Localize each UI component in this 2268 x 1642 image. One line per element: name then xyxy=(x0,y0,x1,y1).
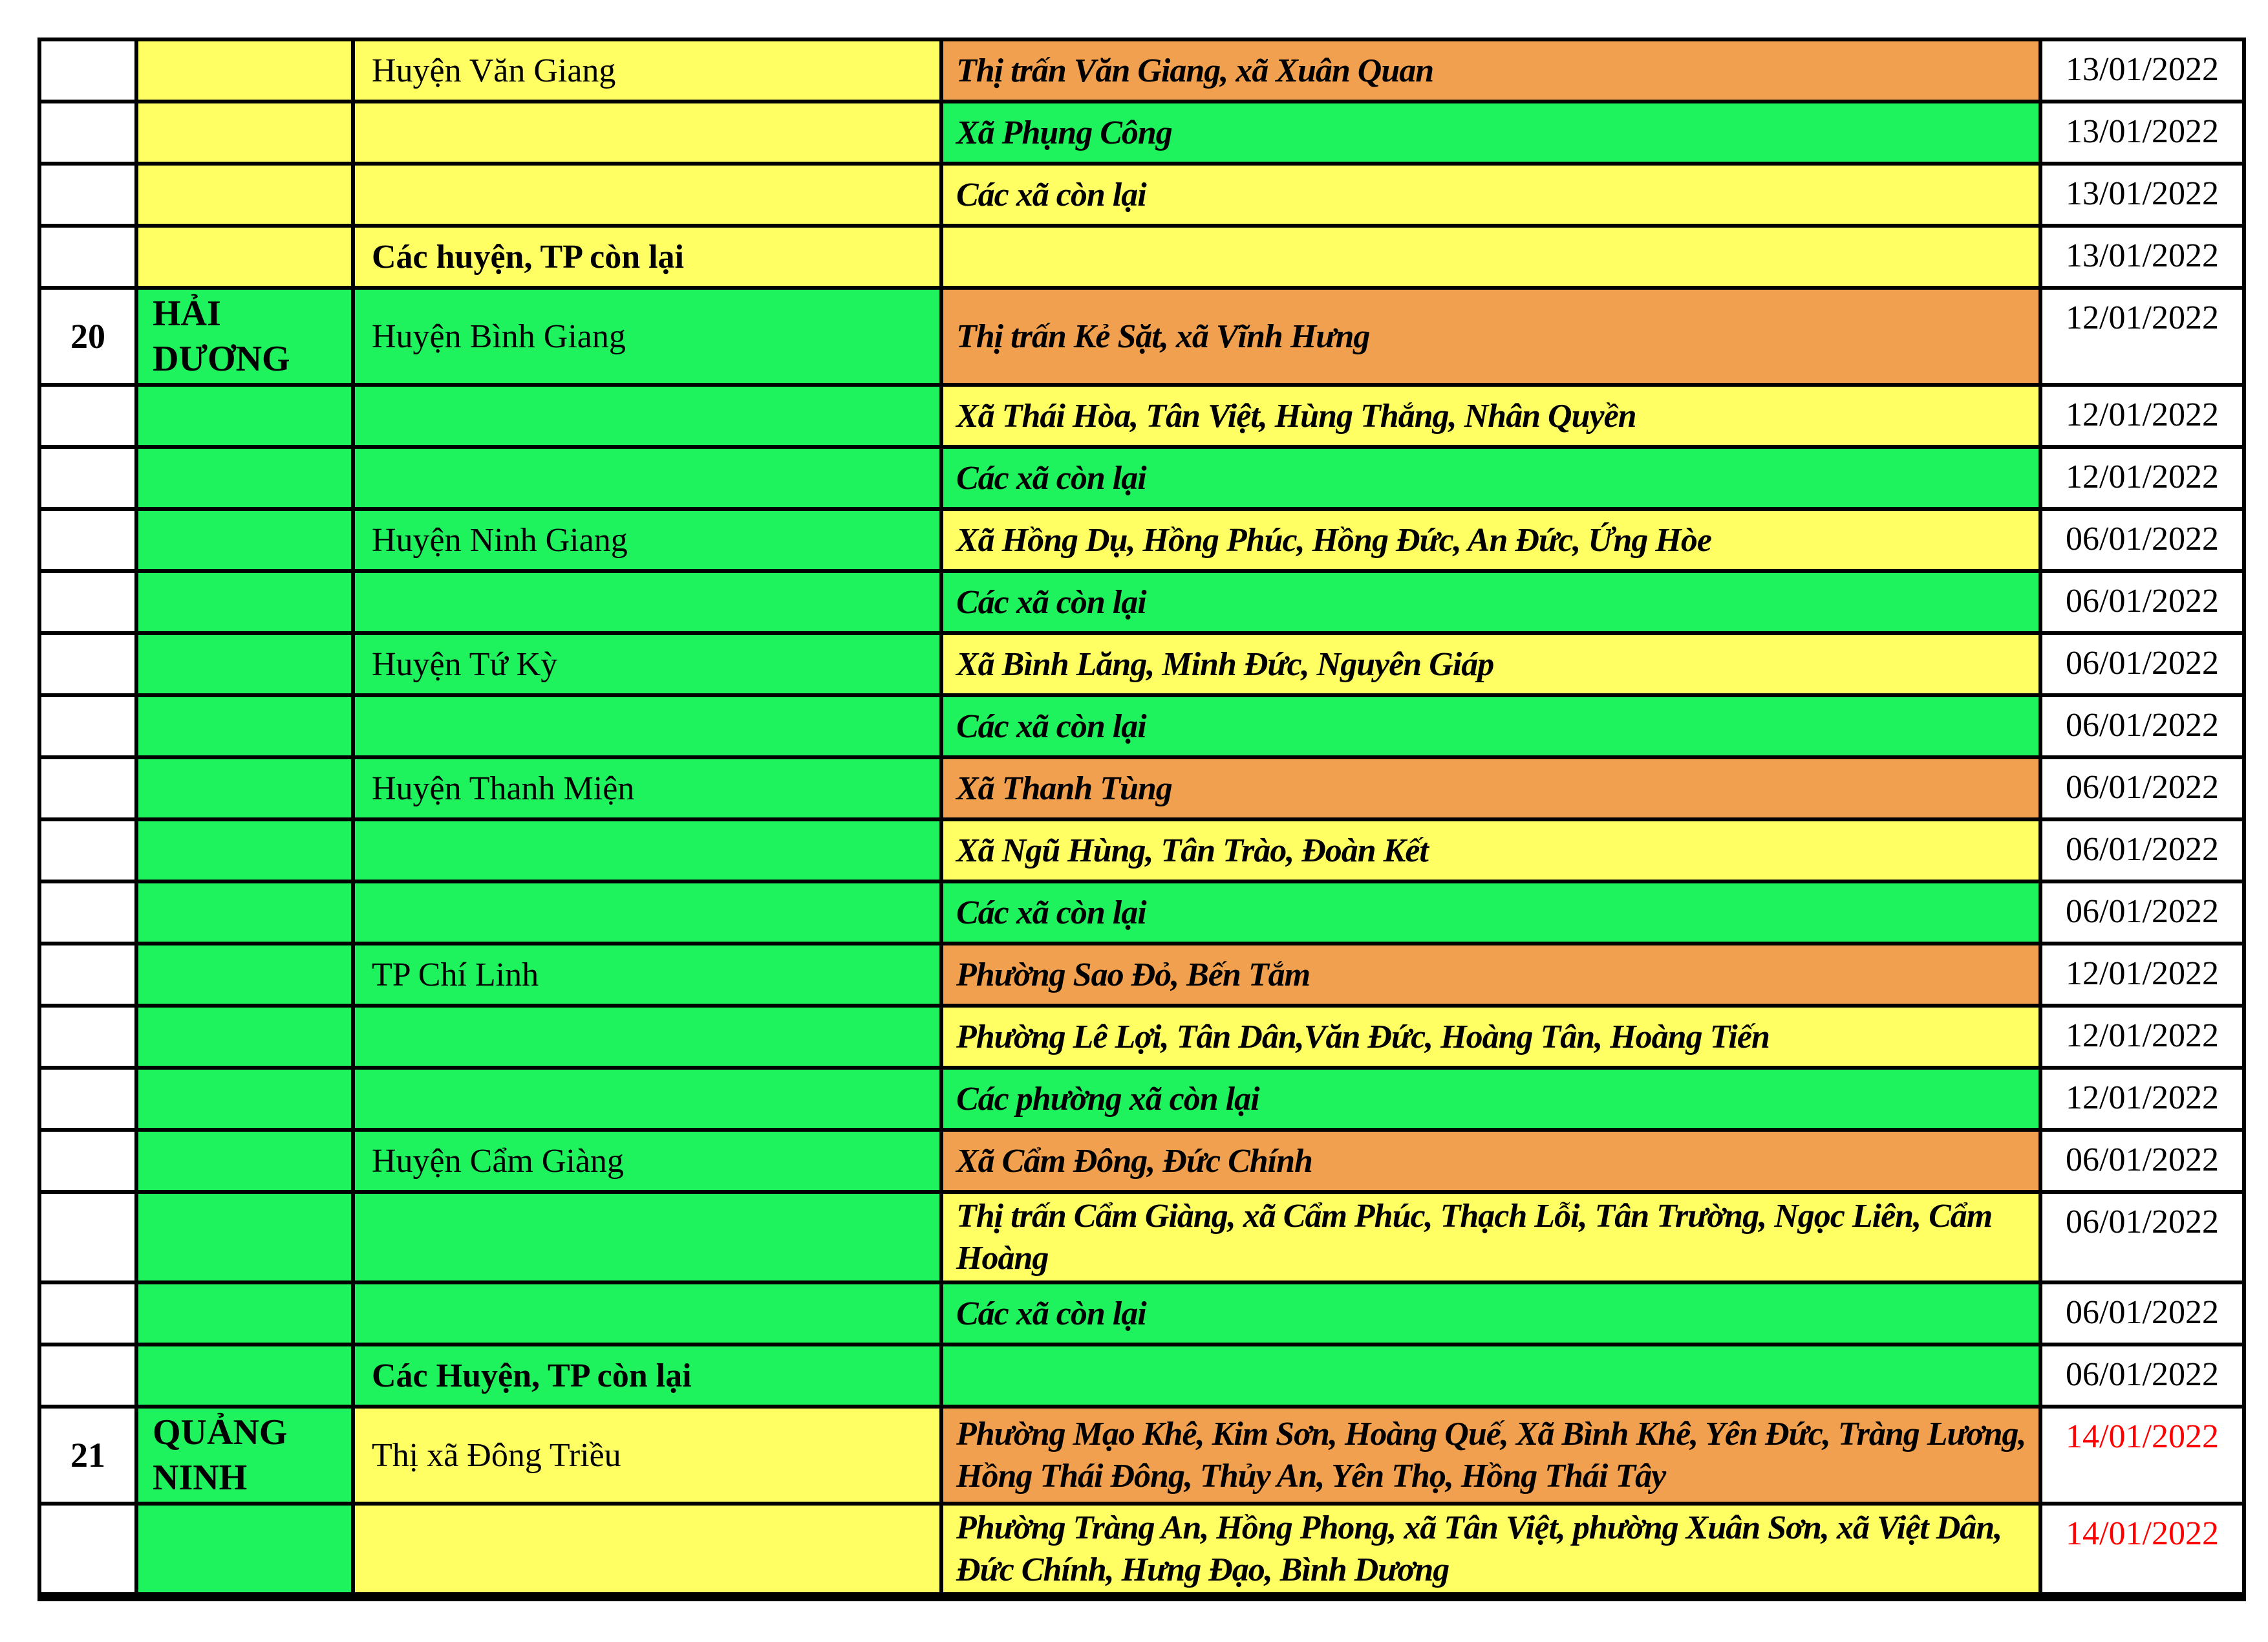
stt-cell xyxy=(39,881,136,944)
stt-cell xyxy=(39,509,136,571)
date-cell: 13/01/2022 xyxy=(2040,164,2244,226)
district-cell xyxy=(353,1504,941,1597)
table-row xyxy=(39,509,2244,571)
province-cell xyxy=(136,881,353,944)
table-row xyxy=(39,385,2244,447)
covid-risk-level-table xyxy=(37,38,2246,1601)
date-cell: 12/01/2022 xyxy=(2040,447,2244,509)
wards-cell: Các xã còn lại xyxy=(941,695,2040,757)
wards-cell: Thị trấn Kẻ Sặt, xã Vĩnh Hưng xyxy=(941,288,2040,385)
table-row xyxy=(39,695,2244,757)
table-row xyxy=(39,1068,2244,1130)
date-cell: 14/01/2022 xyxy=(2040,1407,2244,1504)
date-cell: 06/01/2022 xyxy=(2040,881,2244,944)
province-cell xyxy=(136,633,353,695)
stt-cell xyxy=(39,1504,136,1597)
wards-cell: Xã Cẩm Đông, Đức Chính xyxy=(941,1130,2040,1192)
stt-cell xyxy=(39,1130,136,1192)
province-cell xyxy=(136,1192,353,1282)
wards-cell: Xã Bình Lăng, Minh Đức, Nguyên Giáp xyxy=(941,633,2040,695)
district-cell xyxy=(353,164,941,226)
table-row xyxy=(39,757,2244,819)
stt-cell xyxy=(39,1345,136,1407)
date-cell: 13/01/2022 xyxy=(2040,39,2244,102)
table-row xyxy=(39,1130,2244,1192)
stt-cell xyxy=(39,695,136,757)
wards-cell: Phường Mạo Khê, Kim Sơn, Hoàng Quế, Xã Bình Khê, Yên Đức, Tràng Lương, Hồng Thái Đông, Thủy An, Yên Thọ, Hồng Thái Tây xyxy=(941,1407,2040,1504)
district-cell: Huyện Cẩm Giàng xyxy=(353,1130,941,1192)
stt-cell xyxy=(39,1282,136,1345)
wards-cell: Xã Ngũ Hùng, Tân Trào, Đoàn Kết xyxy=(941,819,2040,881)
stt-cell xyxy=(39,102,136,164)
province-cell xyxy=(136,757,353,819)
table-row xyxy=(39,571,2244,633)
table-row xyxy=(39,881,2244,944)
stt-cell xyxy=(39,447,136,509)
stt-cell xyxy=(39,1068,136,1130)
stt-cell xyxy=(39,633,136,695)
district-cell: Huyện Văn Giang xyxy=(353,39,941,102)
table-row xyxy=(39,1345,2244,1407)
district-cell: Các Huyện, TP còn lại xyxy=(353,1345,941,1407)
province-cell xyxy=(136,1345,353,1407)
province-cell xyxy=(136,571,353,633)
wards-cell: Xã Thái Hòa, Tân Việt, Hùng Thắng, Nhân Quyền xyxy=(941,385,2040,447)
province-cell xyxy=(136,1282,353,1345)
province-cell xyxy=(136,1068,353,1130)
district-cell: Huyện Thanh Miện xyxy=(353,757,941,819)
stt-cell xyxy=(39,1192,136,1282)
province-cell xyxy=(136,385,353,447)
stt-cell xyxy=(39,164,136,226)
table-row xyxy=(39,164,2244,226)
date-cell: 13/01/2022 xyxy=(2040,226,2244,288)
district-cell xyxy=(353,1192,941,1282)
province-cell xyxy=(136,39,353,102)
province-cell: QUẢNG NINH xyxy=(136,1407,353,1504)
date-cell: 06/01/2022 xyxy=(2040,819,2244,881)
date-cell: 12/01/2022 xyxy=(2040,944,2244,1006)
wards-cell: Xã Phụng Công xyxy=(941,102,2040,164)
wards-cell: Các xã còn lại xyxy=(941,447,2040,509)
district-cell xyxy=(353,695,941,757)
province-cell xyxy=(136,1006,353,1068)
date-cell: 12/01/2022 xyxy=(2040,288,2244,385)
table-row xyxy=(39,1006,2244,1068)
province-cell xyxy=(136,226,353,288)
date-cell: 06/01/2022 xyxy=(2040,1282,2244,1345)
wards-cell: Phường Sao Đỏ, Bến Tắm xyxy=(941,944,2040,1006)
province-cell xyxy=(136,447,353,509)
wards-cell: Thị trấn Cẩm Giàng, xã Cẩm Phúc, Thạch Lỗi, Tân Trường, Ngọc Liên, Cẩm Hoàng xyxy=(941,1192,2040,1282)
table-row xyxy=(39,288,2244,385)
date-cell: 12/01/2022 xyxy=(2040,385,2244,447)
wards-cell xyxy=(941,226,2040,288)
stt-cell xyxy=(39,757,136,819)
table-row xyxy=(39,633,2244,695)
table-row xyxy=(39,1407,2244,1504)
table-row xyxy=(39,447,2244,509)
table-row xyxy=(39,1282,2244,1345)
table-row xyxy=(39,1192,2244,1282)
stt-cell xyxy=(39,944,136,1006)
stt-cell xyxy=(39,1006,136,1068)
wards-cell: Các xã còn lại xyxy=(941,1282,2040,1345)
date-cell: 06/01/2022 xyxy=(2040,757,2244,819)
date-cell: 12/01/2022 xyxy=(2040,1006,2244,1068)
table-row xyxy=(39,226,2244,288)
district-cell xyxy=(353,385,941,447)
district-cell xyxy=(353,1068,941,1130)
date-cell: 13/01/2022 xyxy=(2040,102,2244,164)
district-cell: Huyện Tứ Kỳ xyxy=(353,633,941,695)
stt-cell xyxy=(39,39,136,102)
date-cell: 06/01/2022 xyxy=(2040,633,2244,695)
stt-cell xyxy=(39,571,136,633)
date-cell: 12/01/2022 xyxy=(2040,1068,2244,1130)
date-cell: 06/01/2022 xyxy=(2040,571,2244,633)
province-cell xyxy=(136,1130,353,1192)
district-cell xyxy=(353,1006,941,1068)
district-cell: TP Chí Linh xyxy=(353,944,941,1006)
wards-cell: Các xã còn lại xyxy=(941,881,2040,944)
stt-cell xyxy=(39,819,136,881)
province-cell xyxy=(136,102,353,164)
table-row xyxy=(39,819,2244,881)
wards-cell: Các xã còn lại xyxy=(941,571,2040,633)
risk-table-body xyxy=(39,39,2244,1597)
date-cell: 06/01/2022 xyxy=(2040,1130,2244,1192)
province-cell xyxy=(136,944,353,1006)
province-cell xyxy=(136,509,353,571)
wards-cell: Thị trấn Văn Giang, xã Xuân Quan xyxy=(941,39,2040,102)
district-cell: Các huyện, TP còn lại xyxy=(353,226,941,288)
stt-cell: 20 xyxy=(39,288,136,385)
date-cell: 06/01/2022 xyxy=(2040,1192,2244,1282)
date-cell: 06/01/2022 xyxy=(2040,1345,2244,1407)
province-cell xyxy=(136,819,353,881)
district-cell xyxy=(353,819,941,881)
stt-cell xyxy=(39,226,136,288)
district-cell: Thị xã Đông Triều xyxy=(353,1407,941,1504)
province-cell: HẢI DƯƠNG xyxy=(136,288,353,385)
wards-cell: Các phường xã còn lại xyxy=(941,1068,2040,1130)
wards-cell: Phường Lê Lợi, Tân Dân,Văn Đức, Hoàng Tân, Hoàng Tiến xyxy=(941,1006,2040,1068)
district-cell xyxy=(353,571,941,633)
province-cell xyxy=(136,695,353,757)
wards-cell: Phường Tràng An, Hồng Phong, xã Tân Việt, phường Xuân Sơn, xã Việt Dân, Đức Chính, Hưng Đạo, Bình Dương xyxy=(941,1504,2040,1597)
district-cell xyxy=(353,447,941,509)
district-cell xyxy=(353,102,941,164)
wards-cell xyxy=(941,1345,2040,1407)
table-row xyxy=(39,39,2244,102)
district-cell xyxy=(353,1282,941,1345)
wards-cell: Xã Hồng Dụ, Hồng Phúc, Hồng Đức, An Đức, Ứng Hòe xyxy=(941,509,2040,571)
date-cell: 14/01/2022 xyxy=(2040,1504,2244,1597)
district-cell xyxy=(353,881,941,944)
stt-cell: 21 xyxy=(39,1407,136,1504)
stt-cell xyxy=(39,385,136,447)
district-cell: Huyện Bình Giang xyxy=(353,288,941,385)
district-cell: Huyện Ninh Giang xyxy=(353,509,941,571)
province-cell xyxy=(136,1504,353,1597)
date-cell: 06/01/2022 xyxy=(2040,695,2244,757)
table-row xyxy=(39,1504,2244,1597)
wards-cell: Xã Thanh Tùng xyxy=(941,757,2040,819)
wards-cell: Các xã còn lại xyxy=(941,164,2040,226)
table-row xyxy=(39,102,2244,164)
province-cell xyxy=(136,164,353,226)
date-cell: 06/01/2022 xyxy=(2040,509,2244,571)
table-row xyxy=(39,944,2244,1006)
